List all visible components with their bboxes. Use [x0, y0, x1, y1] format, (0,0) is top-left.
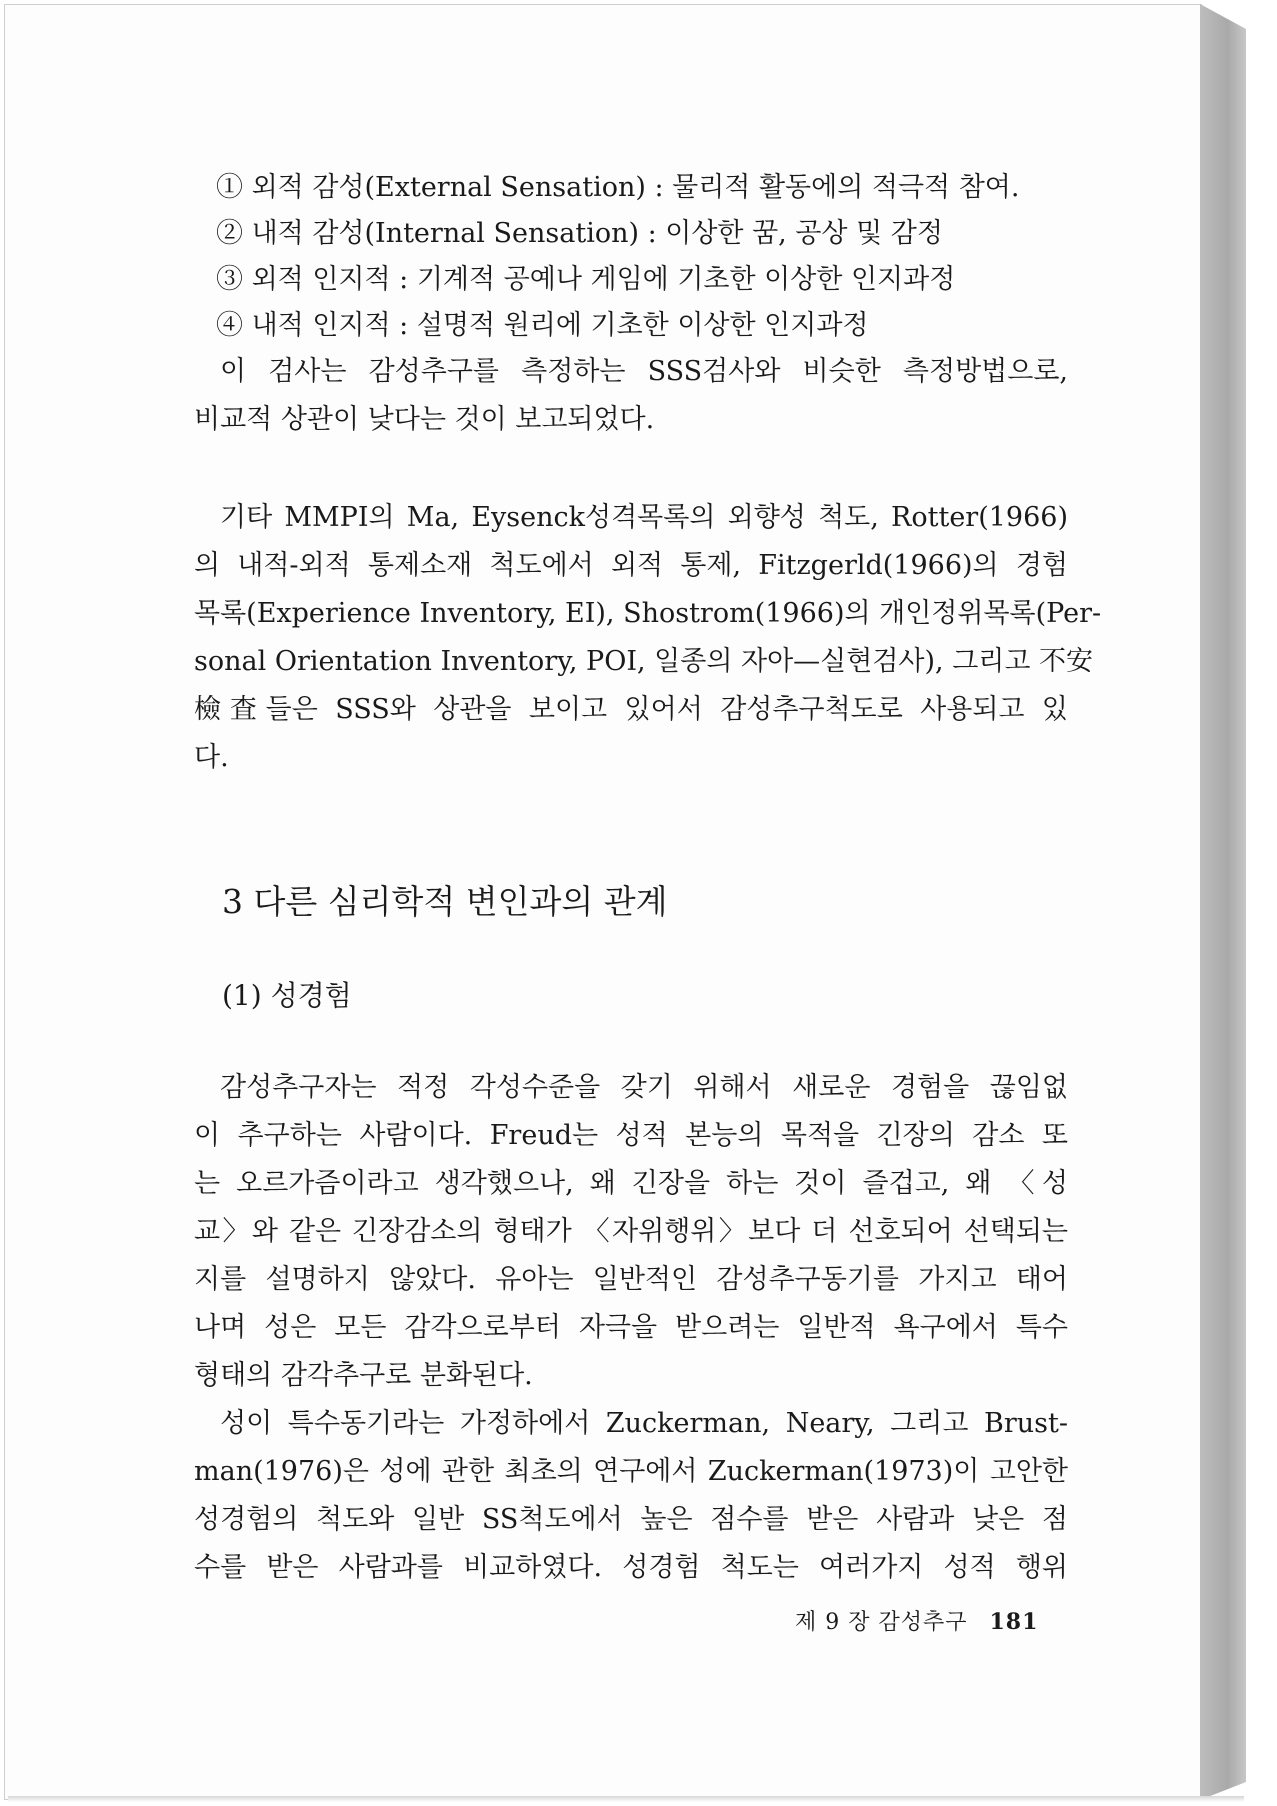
page-edge	[1200, 4, 1246, 1800]
paragraph-line: 다.	[194, 742, 229, 773]
list-item: ② 내적 감성(Internal Sensation) : 이상한 꿈, 공상 및 감정	[216, 218, 943, 249]
paragraph-line: 목록(Experience Inventory, EI), Shostrom(1966)의 개인정위목록(Per-	[194, 598, 1102, 629]
paragraph-line: 형태의 감각추구로 분화된다.	[194, 1360, 533, 1391]
page-footer	[795, 1605, 1038, 1636]
list-item: ③ 외적 인지적 : 기계적 공예나 게임에 기초한 이상한 인지과정	[216, 264, 956, 295]
page-number: 181	[989, 1609, 1039, 1635]
paragraph-line: 수를 받은 사람과를 비교하였다. 성경험 척도는 여러가지 성적 행위	[194, 1552, 1068, 1583]
list-item: ① 외적 감성(External Sensation) : 물리적 활동에의 적극적 참여.	[216, 172, 1020, 203]
paragraph-line: man(1976)은 성에 관한 최초의 연구에서 Zuckerman(1973)이 고안한	[194, 1456, 1068, 1487]
paragraph-line: 성경험의 척도와 일반 SS척도에서 높은 점수를 받은 사람과 낮은 점	[194, 1504, 1068, 1535]
list-item: ④ 내적 인지적 : 설명적 원리에 기초한 이상한 인지과정	[216, 310, 869, 341]
paragraph-line: 이 검사는 감성추구를 측정하는 SSS검사와 비슷한 측정방법으로,	[220, 356, 1068, 387]
paragraph-line: 성이 특수동기라는 가정하에서 Zuckerman, Neary, 그리고 Brust-	[220, 1408, 1068, 1439]
paragraph-line: 는 오르가즘이라고 생각했으나, 왜 긴장을 하는 것이 즐겁고, 왜 〈성	[194, 1168, 1068, 1199]
paragraph-line: 나며 성은 모든 감각으로부터 자극을 받으려는 일반적 욕구에서 특수	[194, 1312, 1068, 1343]
paragraph-line: 의 내적-외적 통제소재 척도에서 외적 통제, Fitzgerld(1966)의 경험	[194, 550, 1068, 581]
paragraph-line: sonal Orientation Inventory, POI, 일종의 자아—실현검사), 그리고 不安	[194, 646, 1094, 677]
paragraph-line: 檢査들은 SSS와 상관을 보이고 있어서 감성추구척도로 사용되고 있	[194, 694, 1068, 725]
subsection-heading: (1) 성경험	[222, 979, 352, 1012]
paragraph-line: 지를 설명하지 않았다. 유아는 일반적인 감성추구동기를 가지고 태어	[194, 1264, 1068, 1295]
paragraph-line: 비교적 상관이 낮다는 것이 보고되었다.	[194, 404, 655, 435]
paragraph-line: 교〉와 같은 긴장감소의 형태가 〈자위행위〉보다 더 선호되어 선택되는	[194, 1216, 1068, 1247]
paragraph-line: 기타 MMPI의 Ma, Eysenck성격목록의 외향성 척도, Rotter(1966)	[220, 502, 1068, 533]
page-shadow	[8, 1796, 1244, 1802]
chapter-title: 제 9 장 감성추구	[795, 1610, 968, 1635]
paragraph-line: 이 추구하는 사람이다. Freud는 성적 본능의 목적을 긴장의 감소 또	[194, 1120, 1068, 1151]
paragraph-line: 감성추구자는 적정 각성수준을 갖기 위해서 새로운 경험을 끊임없	[220, 1072, 1068, 1103]
section-heading: 3 다른 심리학적 변인과의 관계	[222, 882, 668, 921]
